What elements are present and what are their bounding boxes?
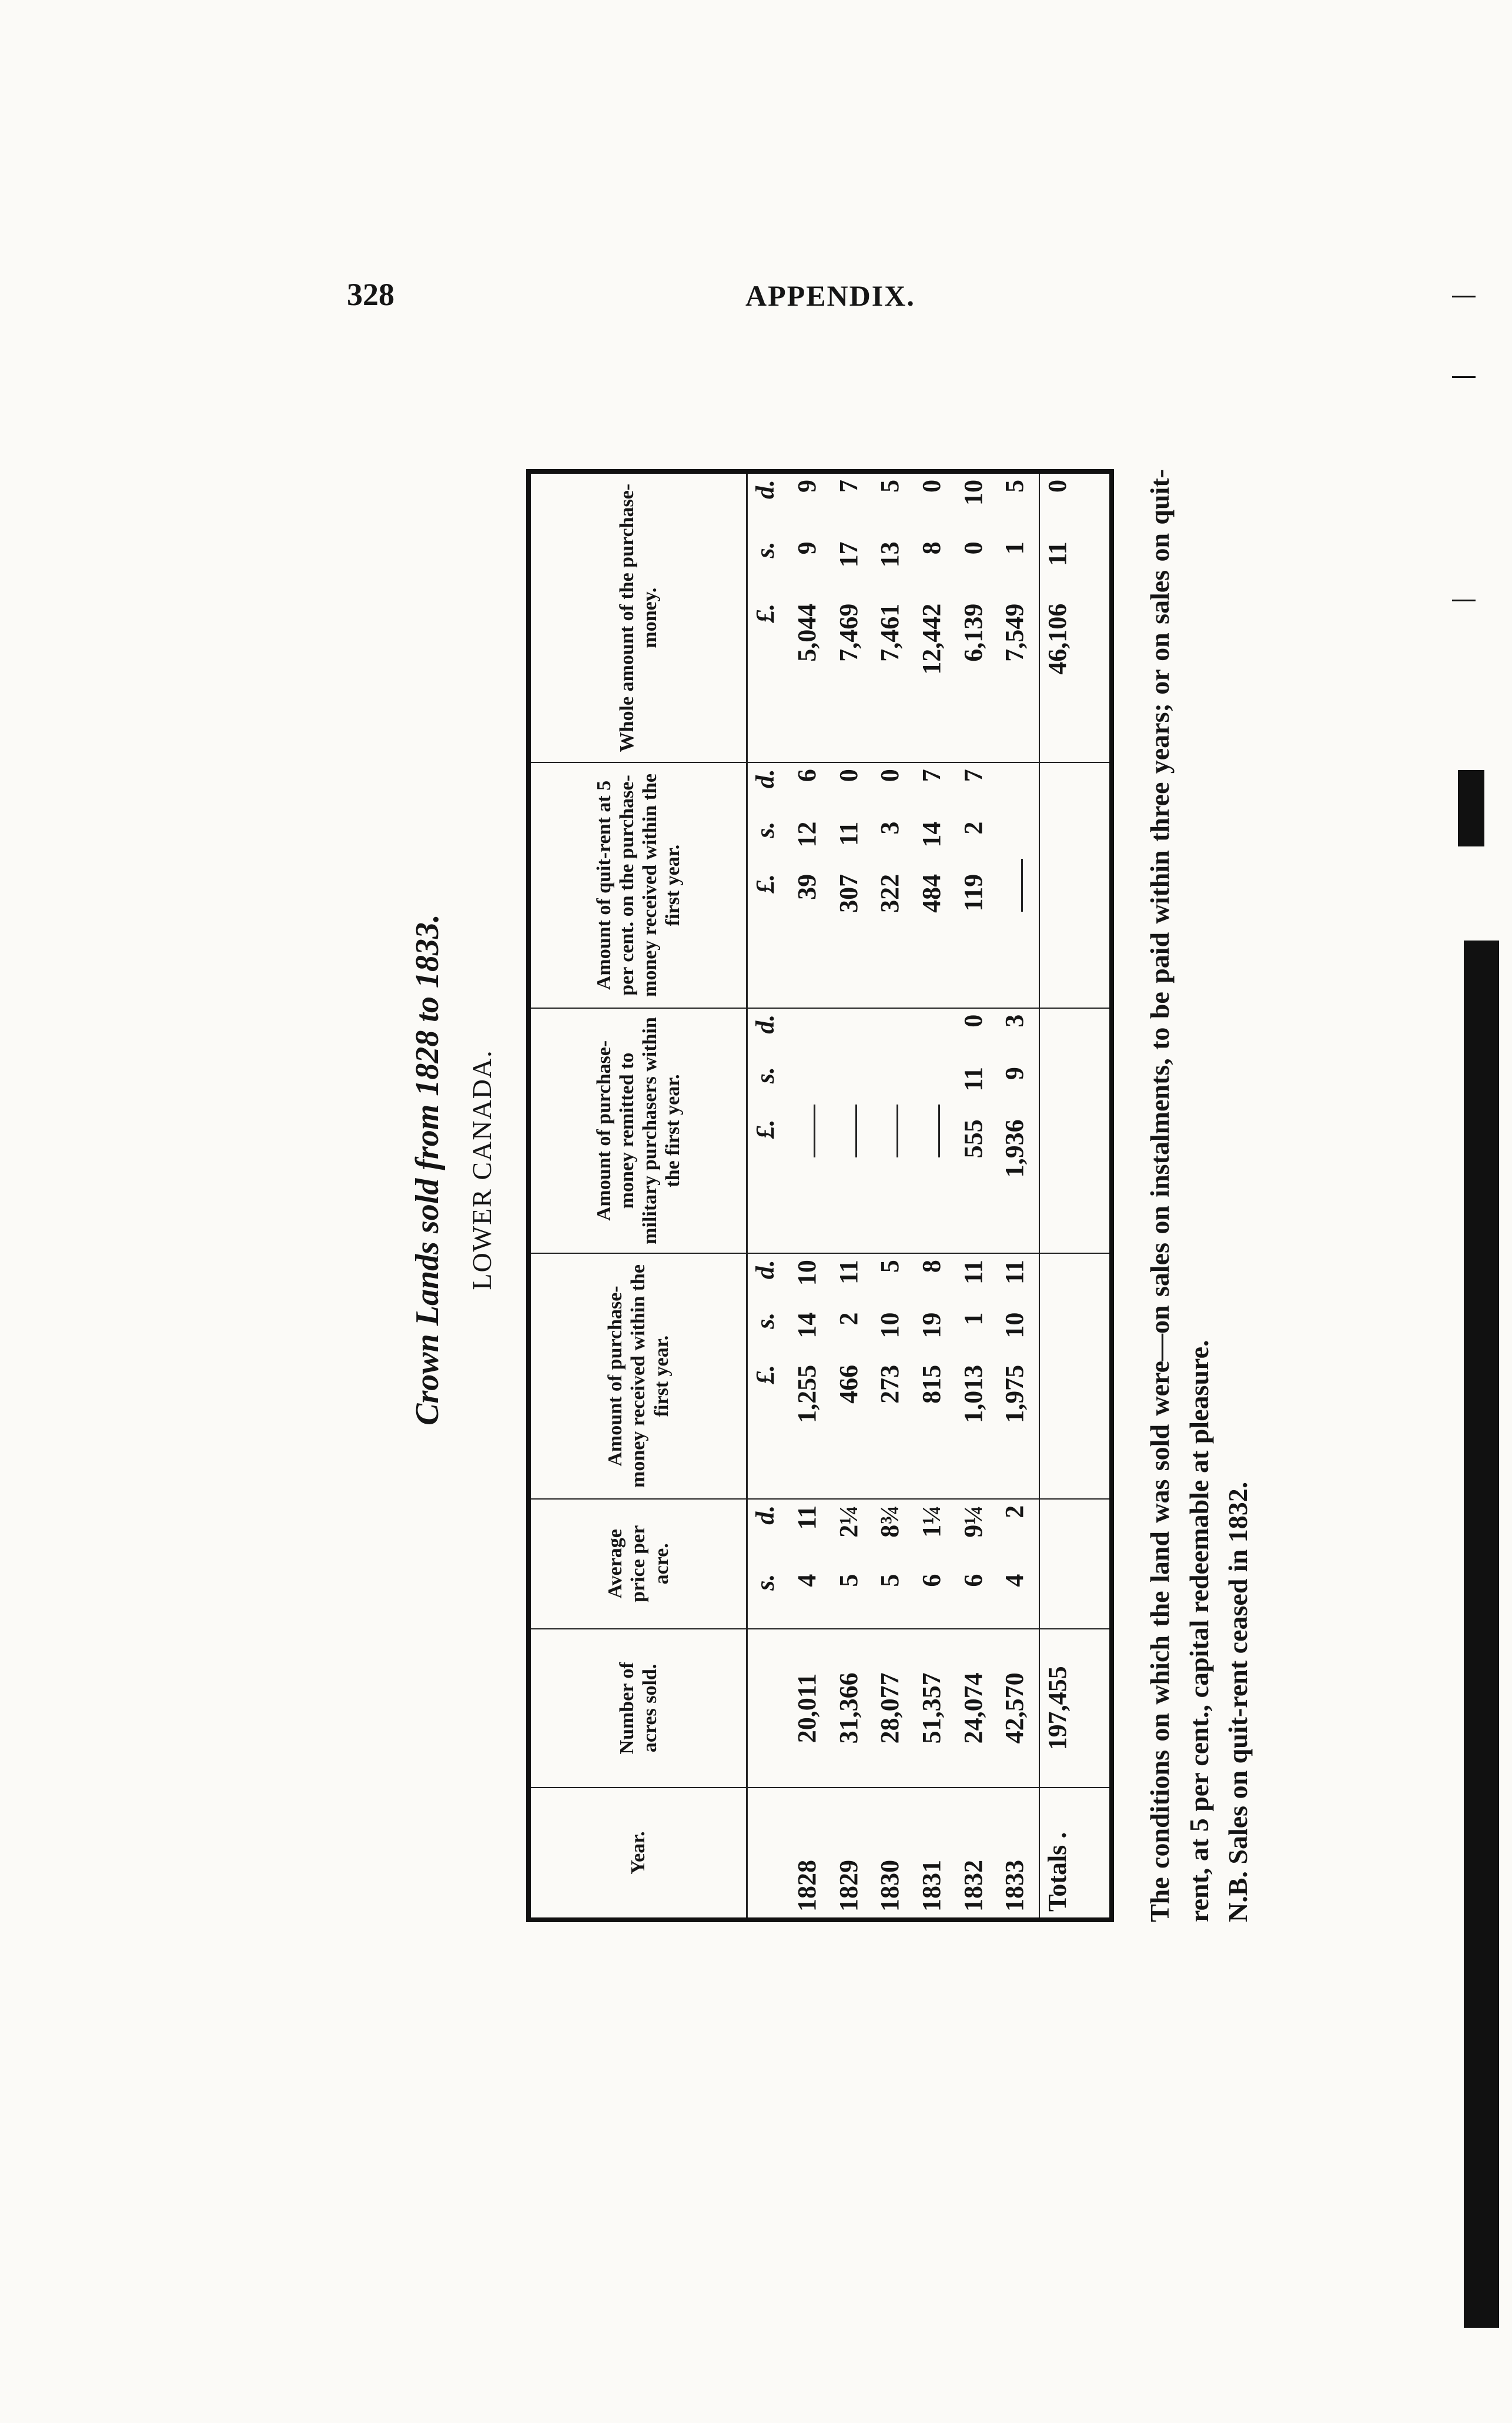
received-cell	[956, 1253, 998, 1499]
price-cell	[790, 1499, 831, 1629]
price-cell	[997, 1499, 1039, 1629]
remitted-cell	[914, 1008, 956, 1254]
whole-shillings: 17	[834, 541, 863, 568]
whole-pence: 10	[958, 480, 988, 506]
totals-label: Totals .	[1039, 1788, 1109, 1917]
whole-pounds: 5,044	[792, 603, 821, 662]
remitted-cell	[997, 1008, 1039, 1254]
received-pence: 11	[958, 1260, 988, 1284]
whole-shillings: 9	[792, 541, 821, 555]
received-shillings: 10	[875, 1312, 905, 1338]
year-cell: 1831	[916, 1860, 946, 1912]
edge-rule-mark	[1452, 376, 1476, 378]
quit-rent-cell	[872, 762, 914, 1008]
received-pence: 11	[834, 1260, 863, 1284]
edge-rule-mark	[1452, 296, 1476, 297]
unit-pound: £.	[751, 603, 780, 623]
remitted-pounds: 555	[958, 1119, 988, 1159]
price-d: 1¼	[916, 1505, 946, 1538]
received-shillings: 2	[834, 1312, 863, 1326]
rotated-table-block	[409, 417, 1320, 1922]
header-received: Amount of purchase-money received within the first year.	[531, 1253, 747, 1499]
acres-cell: 42,570	[997, 1629, 1039, 1788]
empty-dash	[923, 1105, 940, 1157]
empty-dash	[881, 1105, 898, 1157]
totals-whole-shillings: 11	[1043, 541, 1072, 566]
quit-rent-cell	[956, 762, 998, 1008]
nb-note: N.B. Sales on quit-rent ceased in 1832.	[1223, 1481, 1253, 1922]
year-cell: 1828	[792, 1860, 821, 1912]
unit-d: d.	[751, 1505, 780, 1525]
whole-shillings: 0	[958, 541, 988, 555]
unit-pound: £.	[751, 1364, 780, 1384]
received-pounds: 1,013	[958, 1364, 988, 1423]
price-cell	[914, 1499, 956, 1629]
totals-whole-pence: 0	[1043, 480, 1072, 493]
received-pounds: 1,975	[1000, 1364, 1029, 1423]
remitted-pence: 0	[958, 1014, 988, 1028]
price-s: 4	[792, 1574, 821, 1587]
whole-cell	[914, 474, 956, 762]
quit-rent-pounds: 307	[834, 874, 863, 913]
price-s: 5	[875, 1574, 905, 1587]
acres-cell: 20,011	[790, 1629, 831, 1788]
unit-s: s.	[751, 1067, 780, 1084]
totals-row	[1039, 474, 1109, 1917]
received-shillings: 10	[1000, 1312, 1029, 1338]
table-caption: Crown Lands sold from 1828 to 1833.	[409, 914, 446, 1425]
whole-pence: 0	[916, 480, 946, 493]
received-shillings: 19	[916, 1312, 946, 1338]
acres-cell: 24,074	[956, 1629, 998, 1788]
price-s: 6	[958, 1574, 988, 1587]
price-d: 9¼	[958, 1505, 988, 1538]
quit-rent-pounds: 119	[958, 874, 988, 912]
unit-d: d.	[751, 769, 780, 789]
header-quit-rent: Amount of quit-rent at 5 per cent. on the purchase-money received within the first year.	[531, 762, 747, 1008]
unit-s: s.	[751, 541, 780, 558]
quit-rent-pence: 7	[916, 769, 946, 782]
quit-rent-shillings: 14	[916, 821, 946, 848]
table-frame	[526, 469, 1114, 1922]
whole-pence: 7	[834, 480, 863, 493]
edge-bar-mark	[1464, 941, 1499, 2328]
whole-shillings: 8	[916, 541, 946, 555]
price-s: 5	[834, 1574, 863, 1587]
received-pence: 11	[1000, 1260, 1029, 1284]
whole-pounds: 7,549	[1000, 603, 1029, 662]
received-pence: 5	[875, 1260, 905, 1273]
price-cell	[831, 1499, 873, 1629]
crown-lands-table	[531, 474, 1109, 1917]
empty-dash	[1006, 859, 1023, 912]
year-cell: 1833	[1000, 1860, 1029, 1912]
quit-rent-pence: 7	[958, 769, 988, 782]
remitted-shillings: 11	[958, 1067, 988, 1092]
quit-rent-pence: 0	[875, 769, 905, 782]
price-d: 2	[1000, 1505, 1029, 1518]
header-remitted: Amount of purchase-money remitted to military purchasers within the first year.	[531, 1008, 747, 1254]
whole-cell	[790, 474, 831, 762]
quit-rent-shillings: 3	[875, 821, 905, 835]
whole-pounds: 6,139	[958, 603, 988, 662]
received-cell	[790, 1253, 831, 1499]
header-acres: Number of acres sold.	[531, 1629, 747, 1788]
unit-s: s.	[751, 1574, 780, 1591]
quit-rent-cell	[997, 762, 1039, 1008]
table-row	[790, 474, 831, 1917]
page-number: 328	[347, 277, 394, 312]
totals-acres: 197,455	[1039, 1629, 1109, 1788]
price-cell	[956, 1499, 998, 1629]
acres-cell: 28,077	[872, 1629, 914, 1788]
received-cell	[997, 1253, 1039, 1499]
table-subcaption: LOWER CANADA.	[467, 1049, 497, 1290]
header-whole: Whole amount of the purchase-money.	[531, 474, 747, 762]
whole-pence: 5	[875, 480, 905, 493]
edge-rule-mark	[1452, 600, 1476, 601]
received-pounds: 466	[834, 1364, 863, 1404]
whole-cell	[997, 474, 1039, 762]
conditions-note: The conditions on which the land was sold were—on sales on instalments, to be paid within three years; or on sales on quit-rent, at 5 per cent., capital redeemable at pleasure.	[1145, 469, 1214, 1922]
section-heading: APPENDIX.	[745, 279, 915, 312]
price-s: 6	[916, 1574, 946, 1587]
quit-rent-pounds: 484	[916, 874, 946, 913]
received-shillings: 1	[958, 1312, 988, 1326]
received-pounds: 815	[916, 1364, 946, 1404]
table-row	[872, 474, 914, 1917]
quit-rent-cell	[790, 762, 831, 1008]
quit-rent-pounds: 322	[875, 874, 905, 913]
remitted-pence: 3	[1000, 1014, 1029, 1028]
table-row	[956, 474, 998, 1917]
table-row	[914, 474, 956, 1917]
quit-rent-pounds: 39	[792, 874, 821, 900]
totals-whole-pounds: 46,106	[1043, 603, 1072, 675]
whole-cell	[956, 474, 998, 762]
received-shillings: 14	[792, 1312, 821, 1338]
unit-pound: £.	[751, 1119, 780, 1139]
whole-shillings: 1	[1000, 541, 1029, 555]
remitted-cell	[956, 1008, 998, 1254]
year-cell: 1830	[875, 1860, 905, 1912]
quit-rent-cell	[914, 762, 956, 1008]
acres-cell: 51,357	[914, 1629, 956, 1788]
table-notes	[1140, 469, 1258, 1922]
header-price: Average price per acre.	[531, 1499, 747, 1629]
running-head	[0, 276, 1512, 341]
price-d: 11	[792, 1505, 821, 1530]
acres-cell: 31,366	[831, 1629, 873, 1788]
whole-pounds: 7,469	[834, 603, 863, 662]
whole-cell	[831, 474, 873, 762]
unit-pound: £.	[751, 874, 780, 893]
whole-pounds: 7,461	[875, 603, 905, 662]
edge-block-mark	[1458, 770, 1484, 846]
year-cell: 1832	[958, 1860, 988, 1912]
whole-cell	[872, 474, 914, 762]
whole-pounds: 12,442	[916, 603, 946, 675]
remitted-cell	[790, 1008, 831, 1254]
received-pounds: 273	[875, 1364, 905, 1404]
table-row	[997, 474, 1039, 1917]
remitted-cell	[872, 1008, 914, 1254]
unit-d: d.	[751, 480, 780, 500]
remitted-pounds: 1,936	[1000, 1119, 1029, 1178]
received-pence: 10	[792, 1260, 821, 1286]
quit-rent-shillings: 2	[958, 821, 988, 835]
table-row	[831, 474, 873, 1917]
received-cell	[914, 1253, 956, 1499]
units-row	[747, 474, 790, 1917]
unit-d: d.	[751, 1260, 780, 1280]
quit-rent-shillings: 11	[834, 821, 863, 846]
received-cell	[872, 1253, 914, 1499]
received-pounds: 1,255	[792, 1364, 821, 1423]
remitted-cell	[831, 1008, 873, 1254]
header-row	[531, 474, 747, 1917]
price-cell	[872, 1499, 914, 1629]
whole-pence: 9	[792, 480, 821, 493]
price-d: 8¾	[875, 1505, 905, 1538]
unit-d: d.	[751, 1014, 780, 1034]
remitted-shillings: 9	[1000, 1067, 1029, 1080]
quit-rent-pence: 6	[792, 769, 821, 782]
unit-s: s.	[751, 1312, 780, 1329]
year-cell: 1829	[834, 1860, 863, 1912]
empty-dash	[798, 1105, 815, 1157]
unit-s: s.	[751, 821, 780, 838]
price-s: 4	[1000, 1574, 1029, 1587]
empty-dash	[840, 1105, 857, 1157]
header-year: Year.	[531, 1788, 747, 1917]
price-d: 2¼	[834, 1505, 863, 1538]
whole-shillings: 13	[875, 541, 905, 568]
quit-rent-shillings: 12	[792, 821, 821, 848]
whole-pence: 5	[1000, 480, 1029, 493]
received-cell	[831, 1253, 873, 1499]
quit-rent-pence: 0	[834, 769, 863, 782]
quit-rent-cell	[831, 762, 873, 1008]
received-pence: 8	[916, 1260, 946, 1273]
